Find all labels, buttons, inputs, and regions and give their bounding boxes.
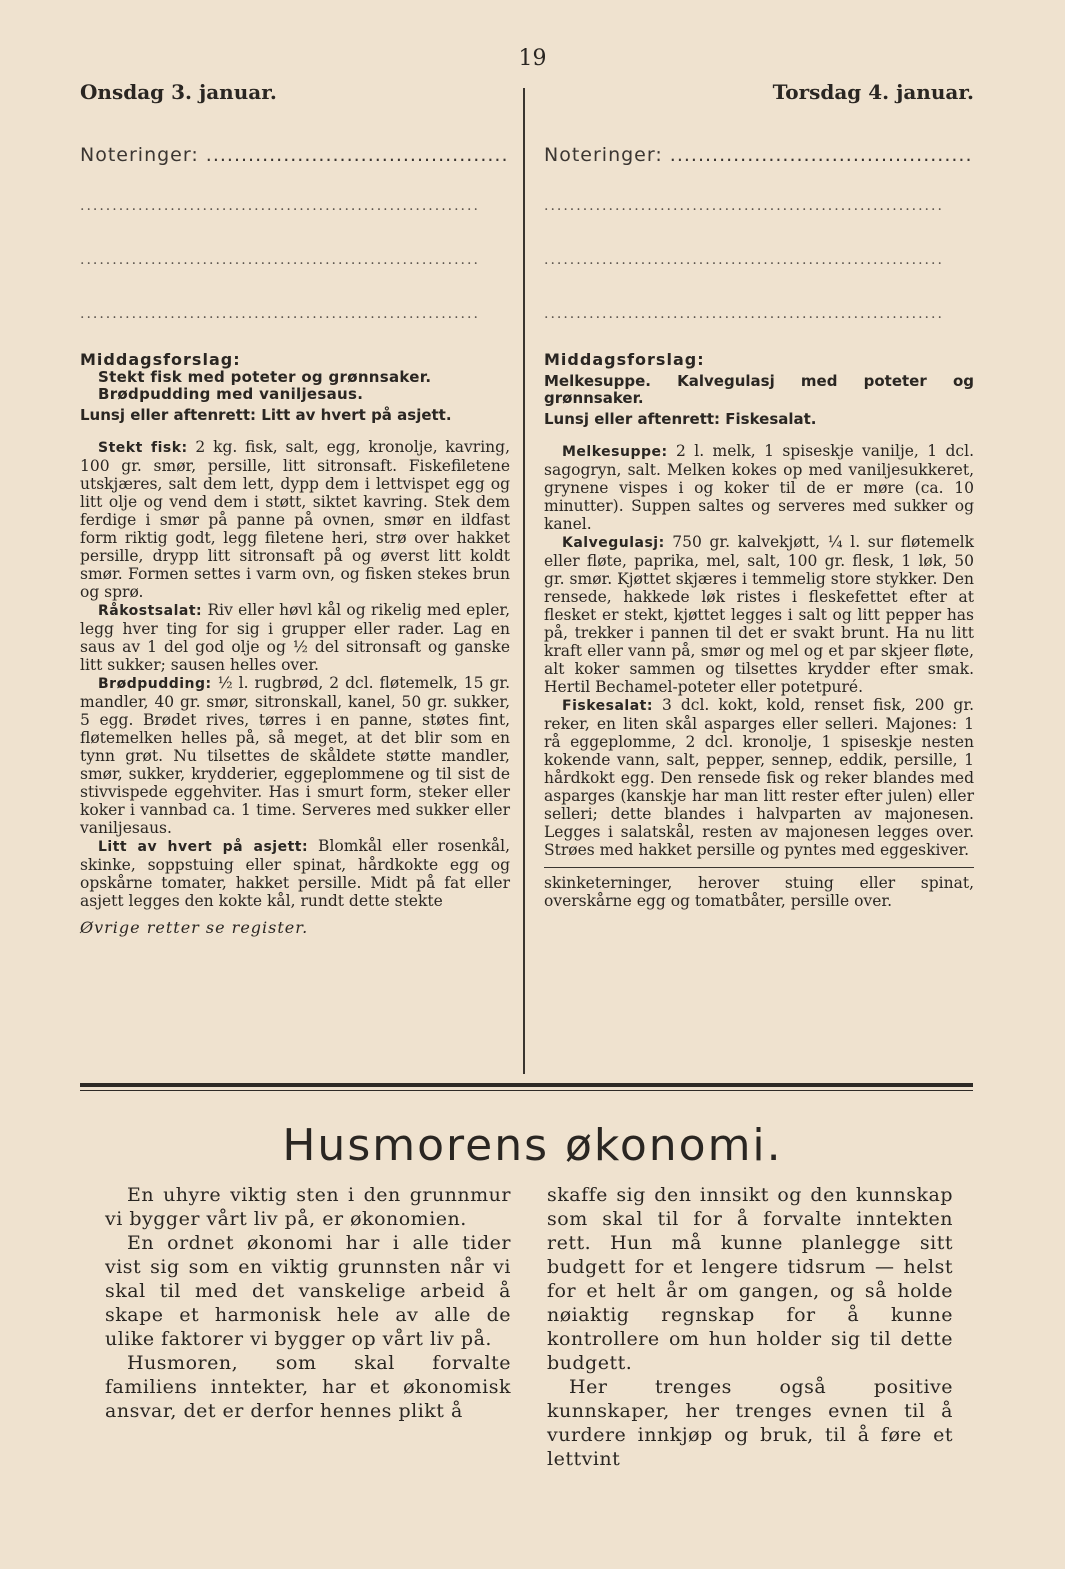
divider [544,867,974,868]
notes-label: Noteringer: [544,144,663,166]
dish-line: Stekt fisk med poteter og grønnsaker. [98,368,432,386]
column-divider [523,88,525,1074]
lunch-suggestion: Lunsj eller aftenrett: Litt av hvert på asjett. [80,406,452,424]
notes-line: Noteringer: ........................................... [544,144,973,166]
recipe-text: 3 dcl. kokt, kold, renset fisk, 200 gr. reker, en liten skål asparges eller selleri. Majones: 1 rå eggeplomme, 2 dcl. kronolje, 1 spiseskje nesten kokende vann, salt, pepper, sennep, eddik, persille, 1 hårdkokt egg. Den rensede fisk og reker blandes med asparges (kanskje har man litt rester efter julen) eller selleri; dette blandes i halvparten av majonesen. Legges i salatskål, resten av majonesen legges over. Strøes med hakket persille og pyntes med eggeskiver. [544,696,974,859]
page-number: 19 [518,46,547,71]
paragraph: En uhyre viktig sten i den grunnmur vi bygger vårt liv på, er økonomien. [105,1184,511,1230]
section-divider [80,1083,973,1087]
recipe [80,674,510,837]
essay-right-column [547,1183,953,1471]
recipe-name: Stekt fisk: [98,440,188,456]
recipe [80,601,510,674]
recipe-text: 750 gr. kalvekjøtt, ¼ l. sur fløtemelk eller fløte, paprika, mel, salt, 100 gr. flesk, 1 løk, 50 gr. smør. Kjøttet skjæres i temmelig store stykker. Den rensede, hakkede løk ristes i fleskefettet efter at flesket er stekt, kjøttet legges i salt og litt pepper has på, trekker i pannen til det er svakt brunt. Ha nu litt kraft eller vann på, smør og mel og et par skjeer fløte, alt koker sammen og tilsettes krydder efter smak. Hertil Bechamel-poteter eller potetpuré. [544,533,974,696]
day-heading: Torsdag 4. januar. [772,80,974,104]
recipe [544,533,974,696]
recipe-text: 2 kg. fisk, salt, egg, kronolje, kavring, 100 gr. smør, persille, litt sitronsaft. Fiskefiletene utskjæres, salt dem lett, dypp dem i lettvispet egg og litt olje og vend dem i støtt, siktet kavring. Stek dem ferdige i smør på panne på ovnen, smør en ildfast form riktig godt, legg filetene heri, strø over hakket persille, drypp litt sitronsaft på og øverst litt koldt smør. Formen settes i varm ovn, og fisken stekes brun og sprø. [80,438,510,601]
recipe-text: 2 l. melk, 1 spiseskje vanilje, 1 dcl. sagogryn, salt. Melken kokes op med vaniljesukkeret, grynene vispes i og koker til de er møre (ca. 10 minutter). Suppen saltes og serveres med sukker og kanel. [544,442,974,533]
other-dishes-note: Øvrige retter se register. [80,918,309,937]
recipe-name: Fiskesalat: [562,698,653,714]
dotted-line: .............................................................. [80,306,480,322]
dish-line: Melkesuppe. Kalvegulasj med poteter og grønnsaker. [544,372,974,407]
essay-left-column [105,1183,511,1423]
section-title: Husmorens økonomi. [282,1120,783,1171]
day-heading: Onsdag 3. januar. [80,80,277,104]
recipe-name: Litt av hvert på asjett: [98,839,309,855]
recipe [544,442,974,533]
dotted-line: .............................................................. [80,252,480,268]
notes-line: Noteringer: ........................................... [80,144,509,166]
paragraph: skaffe sig den innsikt og den kunnskap som skal til for å forvalte inntekten rett. Hun må kunne planlegge sitt budgett for et lengere tidsrum — helst for et helt år om gangen, og så holde nøiaktig regnskap for å kunne kontrollere om hun holder sig til dette budgett. [547,1184,953,1374]
dinner-suggestions-title: Middagsforslag: [80,350,241,369]
dotted-line: .............................................................. [544,198,944,214]
recipe-name: Brødpudding: [98,676,212,692]
paragraph: Her trenges også positive kunnskaper, her trenges evnen til å vurdere innkjøp og bruk, til å føre et lettvint [547,1376,953,1470]
recipe-name: Melkesuppe: [562,444,668,460]
left-column [80,80,510,937]
paragraph: En ordnet økonomi har i alle tider vist sig som en viktig grunnsten når vi skal til med det vanskelige arbeid å skape et harmonisk hele av alle de ulike faktorer vi bygger op vårt liv på. [105,1232,511,1350]
notes-label: Noteringer: [80,144,199,166]
recipe-text: ½ l. rugbrød, 2 dcl. fløtemelk, 15 gr. mandler, 40 gr. smør, sitronskall, kanel, 50 gr. sukker, 5 egg. Brødet rives, tørres i en panne, støtes fint, fløtemelken helles på, så meget, at det blir som en tynn grøt. Nu tilsettes de skåldete støtte mandler, smør, sukker, krydderier, eggeplommene og til sist de stivvispede eggehviter. Has i smurt form, steker eller koker i vannbad ca. 1 time. Serveres med sukker eller vaniljesaus. [80,674,510,837]
dinner-suggestions-title: Middagsforslag: [544,350,705,369]
lunch-suggestion: Lunsj eller aftenrett: Fiskesalat. [544,410,817,428]
right-column [544,80,974,910]
recipes [544,442,974,859]
recipe-text: Riv eller høvl kål og rikelig med epler, legg hver ting for sig i grupper eller rader. Lag en saus av 1 del god olje og ½ del sitronsaft og ganske litt sukker; sausen helles over. [80,601,510,674]
dish-line: Brødpudding med vaniljesaus. [98,385,364,403]
dotted-line: .............................................................. [80,198,480,214]
dotted-line: .............................................................. [544,252,944,268]
dotted-line: .............................................................. [544,306,944,322]
recipes [80,438,510,910]
recipe [80,837,510,910]
recipe-name: Råkostsalat: [98,603,203,619]
section-divider-thin [80,1090,973,1091]
recipe-text: Blomkål eller rosenkål, skinke, soppstuing eller spinat, hårdkokte egg og opskårne tomater, hakket persille. Midt på fat eller asjett legges den kokte kål, rundt dette stekte [80,837,510,910]
recipe-name: Kalvegulasj: [562,535,665,551]
paragraph: Husmoren, som skal forvalte familiens inntekter, har et økonomisk ansvar, det er derfor hennes plikt å [105,1352,511,1422]
recipe [544,696,974,859]
continuation-text: skinketerninger, herover stuing eller spinat, overskårne egg og tomatbåter, persille over. [544,874,974,910]
recipe [80,438,510,601]
